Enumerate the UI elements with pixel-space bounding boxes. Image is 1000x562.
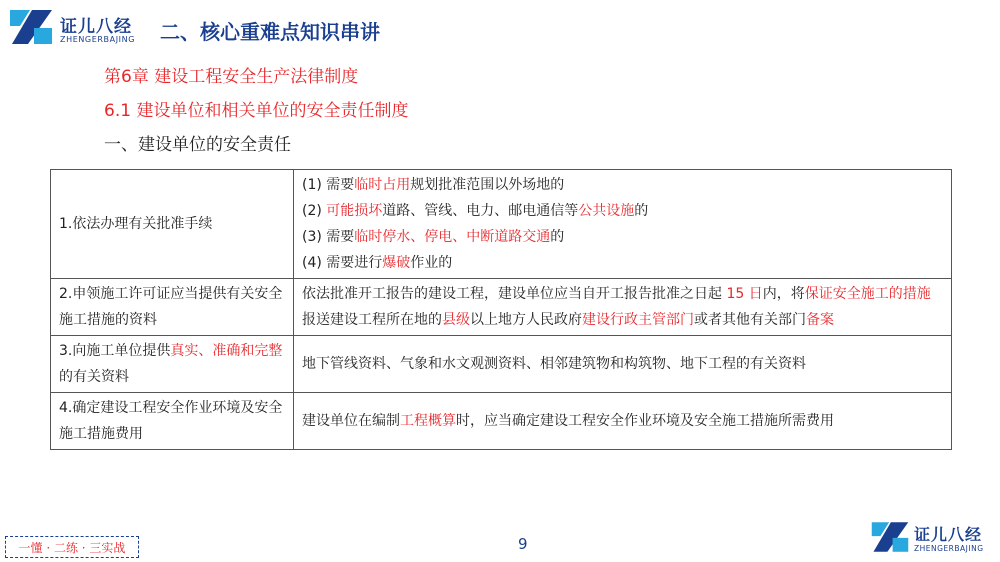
row-content — [294, 170, 952, 279]
highlight-text: 临时停水、停电、中断道路交通 — [354, 229, 551, 245]
logo-subtext: ZHENGERBAJING — [60, 35, 136, 44]
text-run: 3.向施工单位提供 — [59, 343, 171, 359]
text-run: (2) — [302, 203, 327, 219]
highlight-text: 建设行政主管部门 — [582, 312, 694, 328]
content-line — [302, 281, 943, 333]
highlight-text: 临时占用 — [354, 177, 411, 193]
text-run: 以上地方人民政府 — [470, 312, 582, 328]
text-run: 时，应当确定建设工程安全作业环境及安全施工措施所需费用 — [456, 413, 834, 429]
logo-text: 证儿八经 — [60, 17, 132, 37]
row-label — [51, 336, 294, 393]
slogan-badge: 一懂 · 二练 · 三实战 — [5, 536, 139, 558]
chapter-heading: 第6章 建设工程安全生产法律制度 — [104, 67, 359, 87]
highlight-text: 保证安全施工的措施 — [804, 286, 931, 302]
table-row — [51, 393, 952, 450]
highlight-text: 备案 — [806, 312, 834, 328]
brand-logo — [8, 6, 148, 50]
table-row — [51, 279, 952, 336]
footer-logo-text: 证儿八经 — [914, 525, 983, 544]
text-run: 报送建设工程所在地的 — [302, 312, 442, 328]
section-title: 二、核心重难点知识串讲 — [160, 20, 380, 44]
content-line — [302, 224, 943, 250]
text-run: 的 — [550, 229, 565, 245]
responsibility-table — [50, 169, 952, 450]
text-run: 建设单位在编制 — [302, 413, 400, 429]
text-run: 的 — [634, 203, 649, 219]
content-line — [302, 198, 943, 224]
subsection-heading: 6.1 建设单位和相关单位的安全责任制度 — [104, 101, 409, 121]
row-content — [294, 393, 952, 450]
text-run: 内，将 — [762, 286, 805, 302]
footer-logo-subtext: ZHENGERBAJING — [914, 544, 984, 553]
highlight-text: 爆破 — [382, 255, 411, 271]
footer-logo — [870, 518, 998, 560]
text-run: 或者其他有关部门 — [694, 312, 806, 328]
highlight-text: 可能损坏 — [326, 203, 383, 219]
content-line — [302, 250, 943, 276]
point-heading: 一、建设单位的安全责任 — [104, 135, 291, 155]
row-label — [51, 393, 294, 450]
highlight-text: 真实、准确和完整 — [170, 343, 283, 359]
row-label — [51, 170, 294, 279]
highlight-text: 工程概算 — [400, 413, 456, 429]
highlight-text: 公共设施 — [578, 203, 635, 219]
highlight-text: 15 日 — [726, 286, 763, 302]
text-run: 4.确定建设工程安全作业环境及安全施工措施费用 — [59, 400, 283, 442]
page-number: 9 — [518, 535, 528, 553]
content-line — [302, 408, 943, 434]
row-content — [294, 279, 952, 336]
text-run: 规划批准范围以外场地的 — [410, 177, 565, 193]
table-row — [51, 336, 952, 393]
content-line — [302, 351, 943, 377]
text-run: 作业的 — [410, 255, 453, 271]
row-label — [51, 279, 294, 336]
table-row — [51, 170, 952, 279]
zb-logo-icon — [8, 6, 54, 48]
text-run: 2.申领施工许可证应当提供有关安全施工措施的资料 — [59, 286, 283, 328]
zb-logo-icon — [870, 518, 910, 556]
text-run: (4) 需要进行 — [302, 255, 383, 271]
text-run: 依法批准开工报告的建设工程，建设单位应当自开工报告批准之日起 — [302, 286, 727, 302]
text-run: (3) 需要 — [302, 229, 355, 245]
content-line — [302, 172, 943, 198]
text-run: 道路、管线、电力、邮电通信等 — [382, 203, 579, 219]
text-run: 地下管线资料、气象和水文观测资料、相邻建筑物和构筑物、地下工程的有关资料 — [302, 356, 806, 372]
row-content — [294, 336, 952, 393]
text-run: 1.依法办理有关批准手续 — [59, 216, 213, 232]
text-run: 的有关资料 — [59, 369, 129, 385]
text-run: (1) 需要 — [302, 177, 355, 193]
highlight-text: 县级 — [442, 312, 470, 328]
